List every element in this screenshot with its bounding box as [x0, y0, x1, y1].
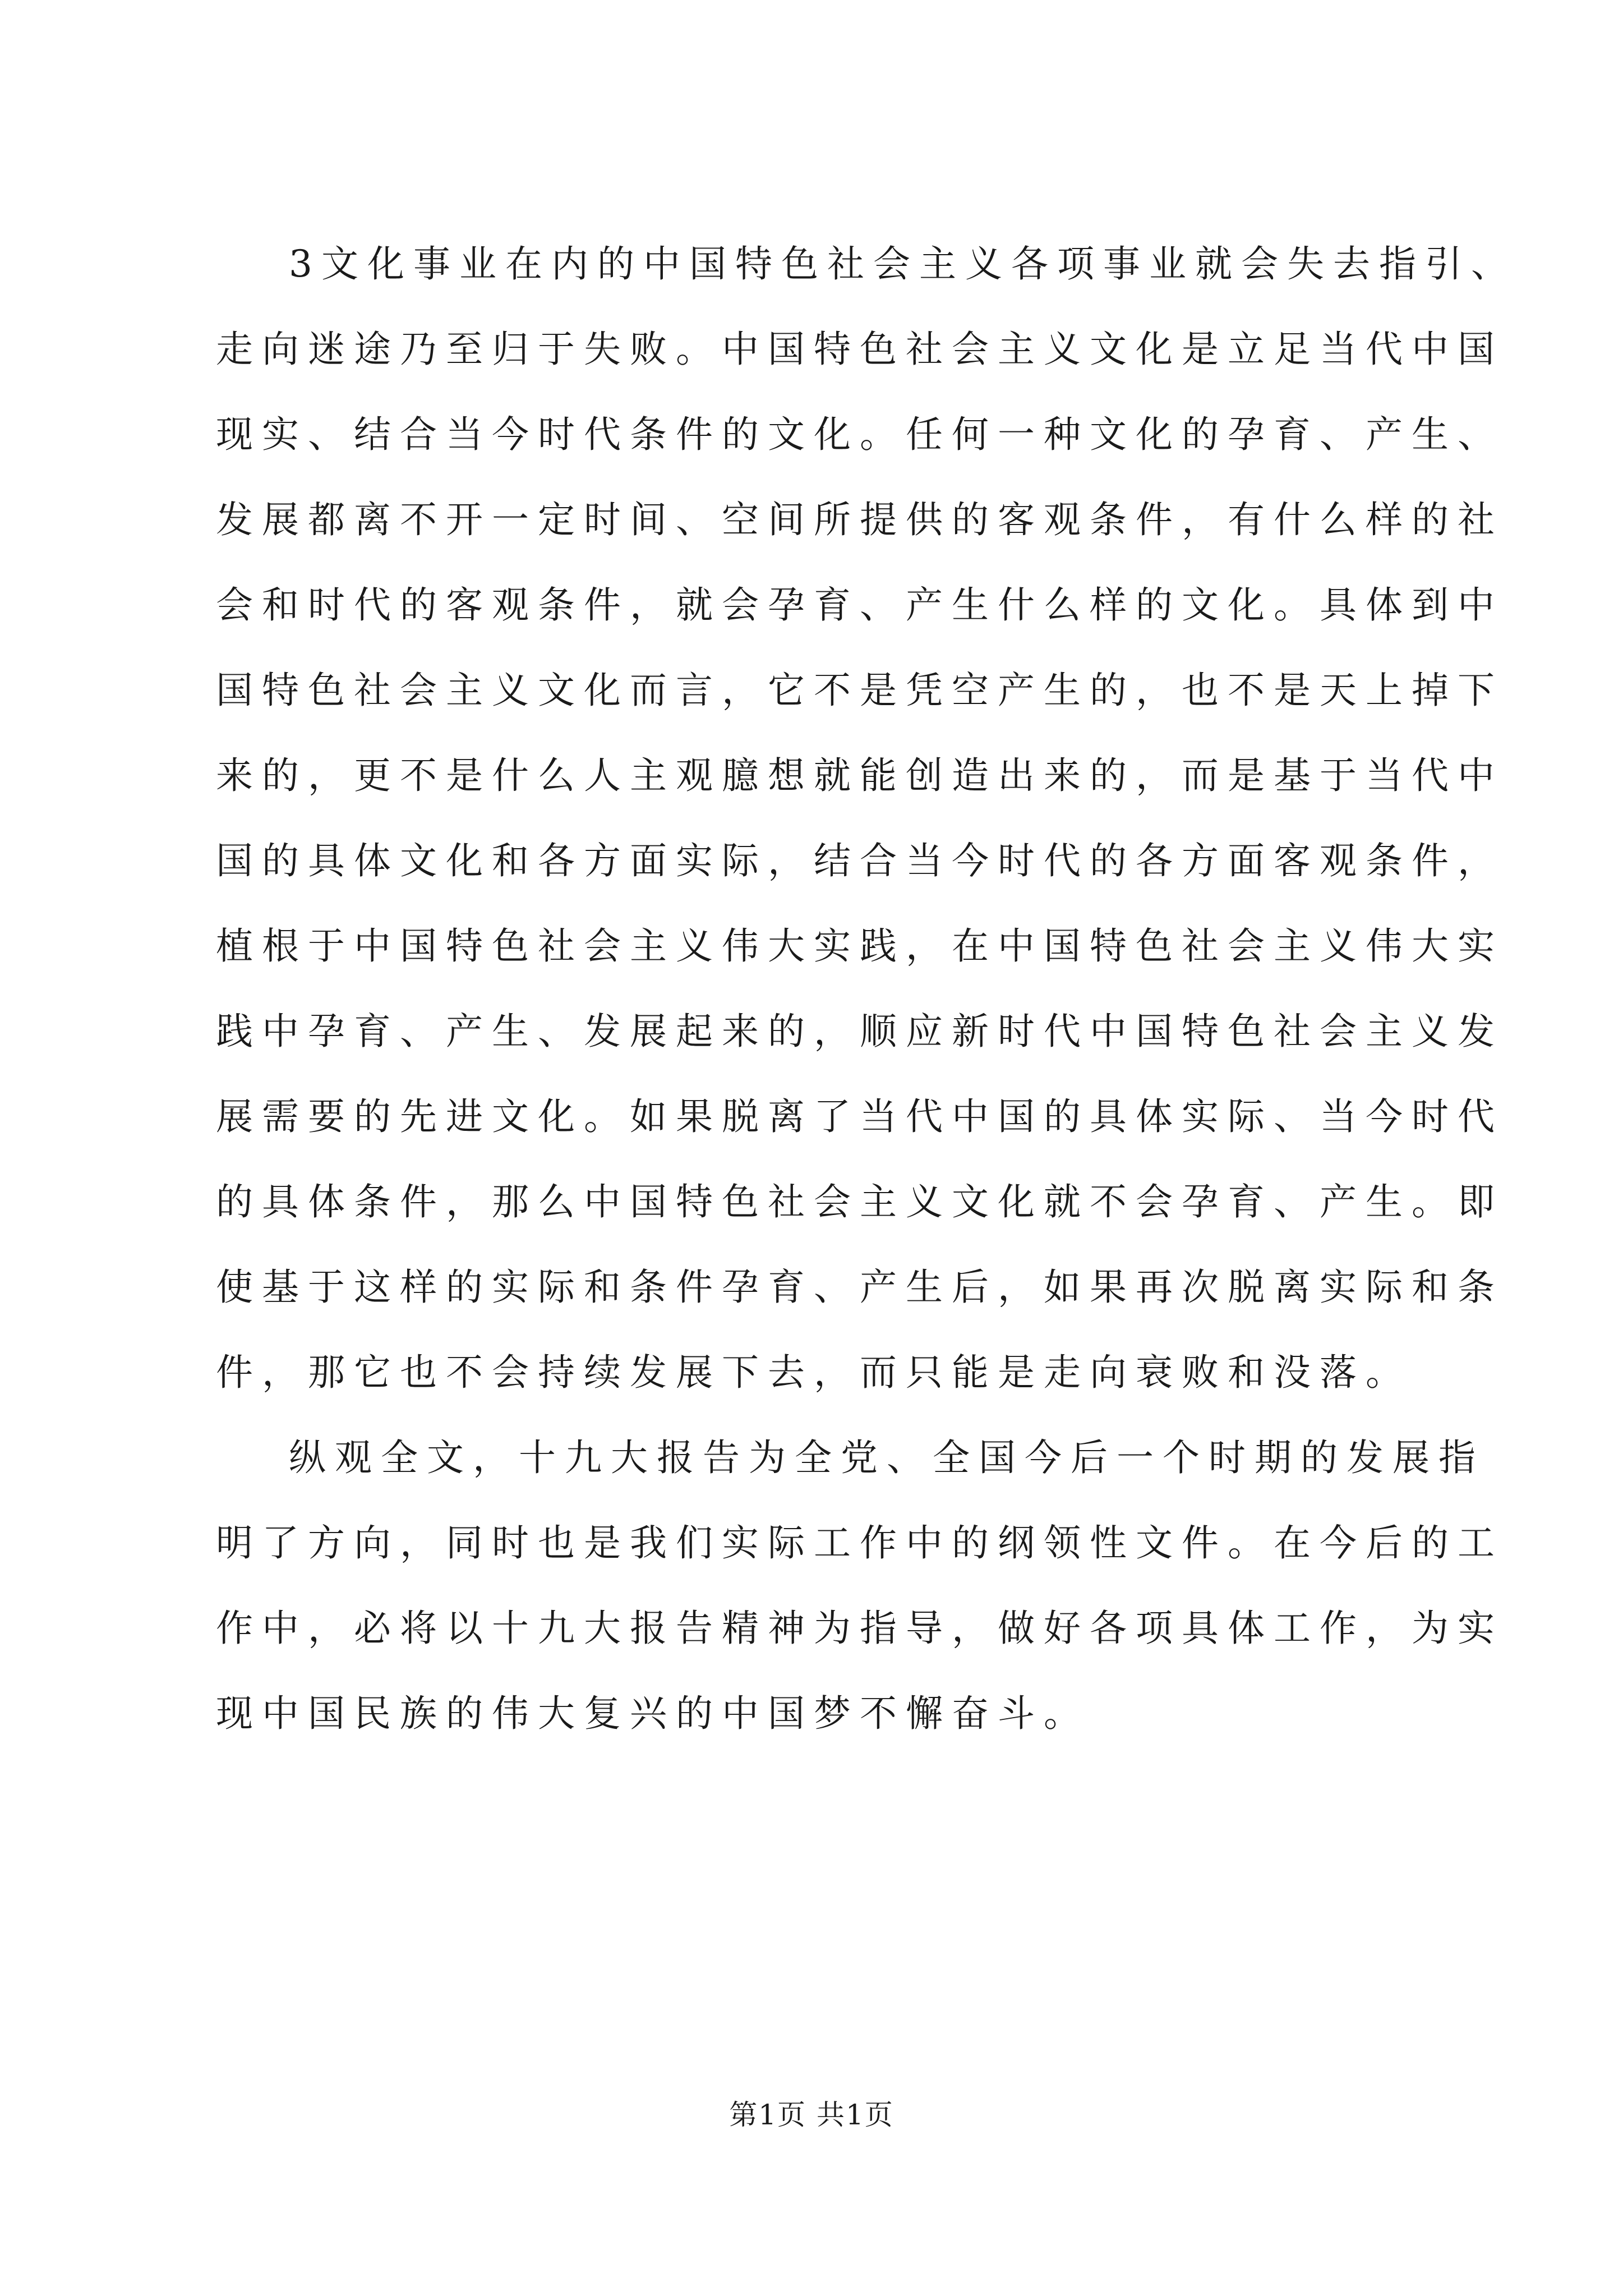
paragraph-line: 展需要的先进文化。如果脱离了当代中国的具体实际、当今时代	[216, 1095, 1504, 1138]
paragraph-line: 植根于中国特色社会主义伟大实践，在中国特色社会主义伟大实	[216, 924, 1504, 968]
paragraph-line: 件，那它也不会持续发展下去，而只能是走向衰败和没落。	[216, 1351, 1412, 1394]
paragraph-line: 3文化事业在内的中国特色社会主义各项事业就会失去指引、	[289, 242, 1517, 286]
paragraph-line: 会和时代的客观条件，就会孕育、产生什么样的文化。具体到中	[216, 583, 1504, 627]
paragraph-line: 走向迷途乃至归于失败。中国特色社会主义文化是立足当代中国	[216, 328, 1504, 371]
paragraph-1	[216, 222, 1517, 1415]
paragraph-line: 践中孕育、产生、发展起来的，顺应新时代中国特色社会主义发	[216, 1010, 1504, 1053]
paragraph-line: 使基于这样的实际和条件孕育、产生后，如果再次脱离实际和条	[216, 1266, 1504, 1309]
paragraph-line: 发展都离不开一定时间、空间所提供的客观条件，有什么样的社	[216, 498, 1504, 541]
paragraph-line: 现中国民族的伟大复兴的中国梦不懈奋斗。	[216, 1692, 1090, 1735]
paragraph-line: 国特色社会主义文化而言，它不是凭空产生的，也不是天上掉下	[216, 669, 1504, 712]
paragraph-line: 纵观全文，十九大报告为全党、全国今后一个时期的发展指	[289, 1436, 1484, 1479]
page-footer: 第1页 共1页	[729, 2099, 894, 2131]
paragraph-line: 来的，更不是什么人主观臆想就能创造出来的，而是基于当代中	[216, 754, 1504, 797]
paragraph-2	[216, 1415, 1504, 1756]
paragraph-line: 国的具体文化和各方面实际，结合当今时代的各方面客观条件，	[216, 839, 1504, 882]
paragraph-line: 的具体条件，那么中国特色社会主义文化就不会孕育、产生。即	[216, 1180, 1504, 1223]
paragraph-line: 现实、结合当今时代条件的文化。任何一种文化的孕育、产生、	[216, 413, 1504, 456]
paragraph-line: 作中，必将以十九大报告精神为指导，做好各项具体工作，为实	[216, 1607, 1504, 1650]
paragraph-line: 明了方向，同时也是我们实际工作中的纲领性文件。在今后的工	[216, 1521, 1504, 1565]
document-body	[216, 222, 1517, 1756]
